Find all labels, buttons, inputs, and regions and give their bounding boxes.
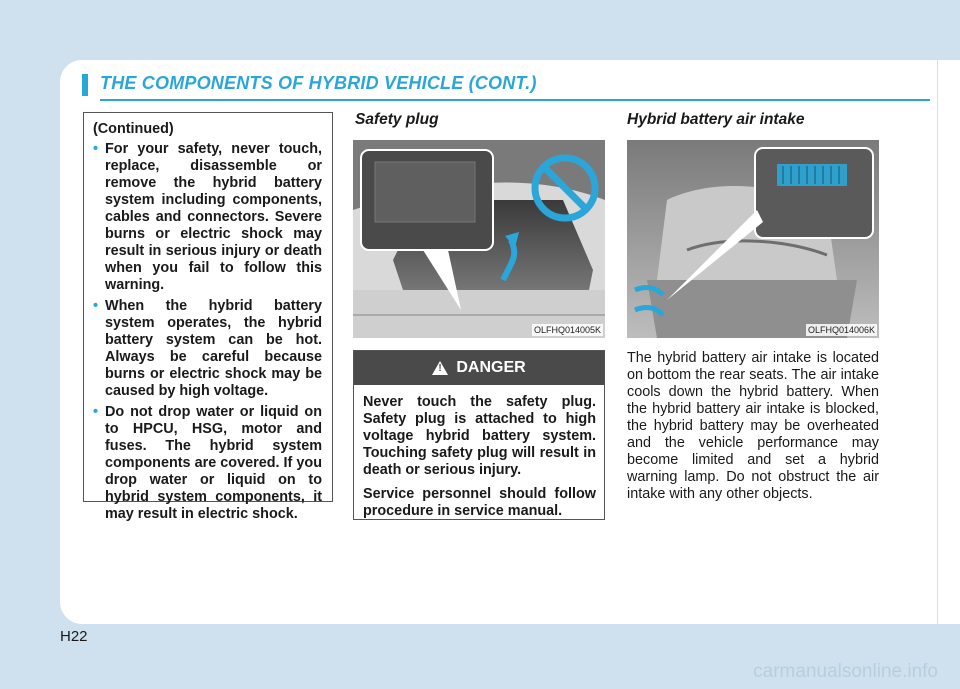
danger-label: DANGER	[456, 359, 526, 376]
manual-page	[60, 60, 960, 624]
safety-plug-caption: OLFHQ014005K	[533, 325, 601, 335]
air-intake-body: The hybrid battery air intake is located on bottom the rear seats. The air intake cools down the hybrid battery. When the hybrid battery air intake is blocked, the hybrid battery may be overheated and the vehicle performance may become limited and set a hybrid warning lamp. Do not obstruct the air intake with any other objects.	[627, 350, 879, 502]
warning-item: • When the hybrid battery system operates, the hybrid battery system can be hot. Always be careful because burns or electric shock may be caused by high voltage.	[93, 298, 322, 399]
warning-item: • Do not drop water or liquid on to HPCU, HSG, motor and fuses. The hybrid system components are covered. If you drop water or liquid on to hybrid system components, it may result in electric shock.	[93, 404, 322, 522]
bullet-icon: •	[93, 404, 99, 420]
bullet-icon: •	[93, 298, 99, 314]
bullet-icon: •	[93, 141, 99, 157]
danger-text: Service personnel should follow procedure in service manual.	[363, 486, 596, 519]
header-underline	[100, 99, 930, 101]
section-header-title: THE COMPONENTS OF HYBRID VEHICLE (CONT.)	[100, 73, 537, 93]
safety-plug-title: Safety plug	[355, 111, 439, 128]
danger-header	[354, 351, 604, 385]
danger-text: Never touch the safety plug. Safety plug is attached to high voltage hybrid battery system. Touching safety plug will result in death or serious injury.	[363, 394, 596, 478]
danger-box	[353, 350, 605, 520]
page-rule	[937, 60, 938, 624]
warning-item: • For your safety, never touch, replace, disassemble or remove the hybrid battery system including components, cables and connectors. Severe burns or electric shock may result in serious injury or death when you fail to follow this warning.	[93, 141, 322, 293]
air-intake-title: Hybrid battery air intake	[627, 111, 805, 128]
warning-continued-box	[83, 112, 333, 522]
page-number: H22	[60, 628, 88, 645]
header-accent-bar	[82, 74, 88, 96]
safety-plug-photo	[353, 140, 605, 338]
watermark: carmanualsonline.info	[753, 661, 938, 682]
danger-body	[354, 385, 604, 520]
warning-list	[93, 141, 322, 523]
continued-label: (Continued)	[93, 121, 174, 137]
air-intake-photo	[627, 140, 879, 338]
air-intake-caption: OLFHQ014006K	[807, 325, 875, 335]
warning-triangle-icon	[432, 361, 448, 375]
